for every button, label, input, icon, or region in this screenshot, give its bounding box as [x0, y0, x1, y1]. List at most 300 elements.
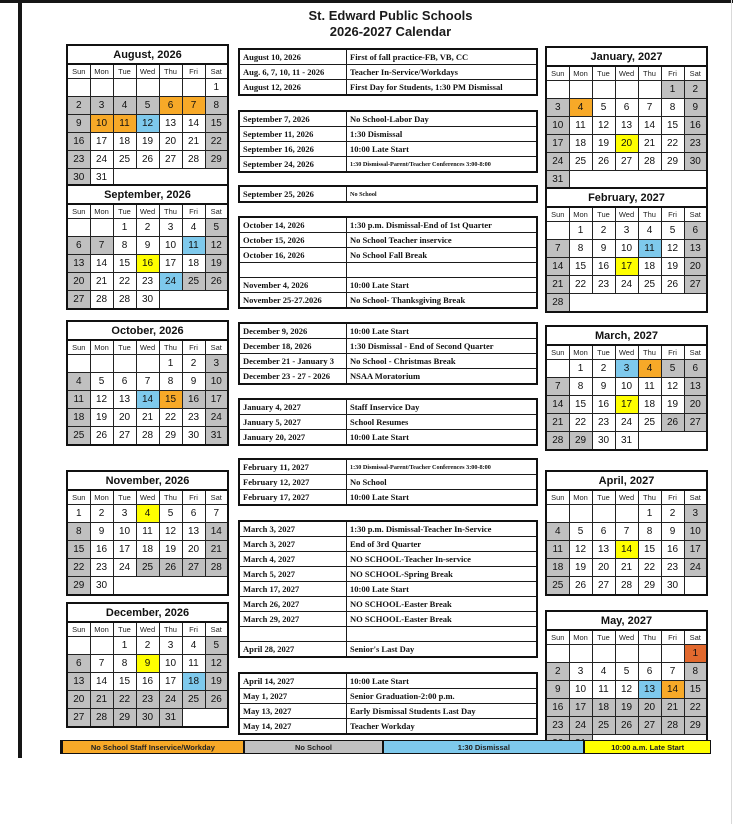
- day-cell: 27: [684, 276, 707, 294]
- day-cell: 13: [182, 523, 205, 541]
- day-cell: [90, 637, 113, 655]
- weekday-header: Wed: [615, 345, 638, 360]
- day-cell: 14: [90, 255, 113, 273]
- day-cell: 30: [182, 427, 205, 446]
- day-cell: 15: [661, 117, 684, 135]
- empty-cell: [205, 291, 228, 310]
- day-cell: 29: [113, 709, 136, 728]
- day-cell: 27: [638, 717, 661, 735]
- day-cell: 8: [113, 655, 136, 673]
- day-cell: 3: [159, 637, 182, 655]
- event-date: November 25-27.2026: [239, 293, 347, 309]
- day-cell: 23: [136, 273, 159, 291]
- weekday-header: Mon: [90, 490, 113, 505]
- month-title: May, 2027: [546, 611, 707, 630]
- event-date: April 14, 2027: [239, 673, 347, 689]
- event-description: NO SCHOOL-Teacher In-service: [347, 552, 538, 567]
- empty-cell: [205, 577, 228, 596]
- day-cell: [136, 355, 159, 373]
- event-date: [239, 263, 347, 278]
- day-cell: 18: [569, 135, 592, 153]
- day-cell: 17: [569, 699, 592, 717]
- day-cell: 1: [113, 219, 136, 237]
- day-cell: 21: [615, 559, 638, 577]
- day-cell: 6: [67, 237, 90, 255]
- day-cell: 18: [638, 396, 661, 414]
- day-cell: 20: [182, 541, 205, 559]
- day-cell: 23: [546, 717, 569, 735]
- day-cell: 28: [546, 294, 569, 313]
- event-date: February 11, 2027: [239, 459, 347, 475]
- weekday-header: Thu: [159, 490, 182, 505]
- day-cell: 13: [592, 541, 615, 559]
- day-cell: [546, 360, 569, 378]
- weekday-header: Fri: [182, 490, 205, 505]
- day-cell: 9: [182, 373, 205, 391]
- day-cell: 28: [113, 291, 136, 310]
- day-cell: [90, 79, 113, 97]
- day-cell: 28: [205, 559, 228, 577]
- day-cell: 23: [136, 691, 159, 709]
- day-cell: 19: [592, 135, 615, 153]
- weekday-header: Sun: [546, 630, 569, 645]
- day-cell: [67, 637, 90, 655]
- day-cell: 20: [113, 409, 136, 427]
- day-cell: 21: [661, 699, 684, 717]
- weekday-header: Tue: [113, 490, 136, 505]
- month-calendar-september-2026: [66, 184, 229, 310]
- weekday-header: Tue: [592, 490, 615, 505]
- event-description: NO SCHOOL-Spring Break: [347, 567, 538, 582]
- event-date: October 16, 2026: [239, 248, 347, 263]
- day-cell: 11: [592, 681, 615, 699]
- event-description: [347, 263, 538, 278]
- day-cell: 14: [638, 117, 661, 135]
- day-cell: 5: [136, 97, 159, 115]
- day-cell: 2: [90, 505, 113, 523]
- day-cell: 12: [615, 681, 638, 699]
- weekday-header: Tue: [592, 207, 615, 222]
- event-date: December 18, 2026: [239, 339, 347, 354]
- day-cell: 20: [615, 135, 638, 153]
- weekday-header: Sat: [205, 622, 228, 637]
- weekday-header: Sun: [546, 490, 569, 505]
- event-description: First of fall practice-FB, VB, CC: [347, 49, 538, 65]
- empty-cell: [684, 432, 707, 451]
- weekday-header: Thu: [638, 630, 661, 645]
- event-date: December 9, 2026: [239, 323, 347, 339]
- weekday-header: Wed: [136, 64, 159, 79]
- event-description: 10:00 Late Start: [347, 673, 538, 689]
- day-cell: 24: [615, 414, 638, 432]
- day-cell: [182, 79, 205, 97]
- month-title: March, 2027: [546, 326, 707, 345]
- event-date: April 28, 2027: [239, 642, 347, 658]
- empty-cell: [569, 294, 592, 313]
- event-date: February 17, 2027: [239, 490, 347, 506]
- day-cell: 11: [136, 523, 159, 541]
- day-cell: 6: [638, 663, 661, 681]
- weekday-header: Mon: [569, 630, 592, 645]
- day-cell: 26: [661, 276, 684, 294]
- day-cell: 15: [113, 255, 136, 273]
- day-cell: 5: [569, 523, 592, 541]
- day-cell: 22: [113, 691, 136, 709]
- day-cell: 1: [661, 81, 684, 99]
- day-cell: 14: [546, 258, 569, 276]
- day-cell: 15: [113, 673, 136, 691]
- day-cell: 30: [684, 153, 707, 171]
- day-cell: 7: [90, 655, 113, 673]
- event-date: September 24, 2026: [239, 157, 347, 173]
- empty-cell: [113, 577, 136, 596]
- day-cell: 7: [638, 99, 661, 117]
- weekday-header: Thu: [638, 345, 661, 360]
- day-cell: 4: [182, 219, 205, 237]
- day-cell: 15: [684, 681, 707, 699]
- day-cell: 16: [592, 396, 615, 414]
- day-cell: 23: [684, 135, 707, 153]
- day-cell: 6: [182, 505, 205, 523]
- event-description: 1:30 p.m. Dismissal-End of 1st Quarter: [347, 217, 538, 233]
- weekday-header: Sat: [205, 490, 228, 505]
- event-block: [238, 216, 538, 309]
- day-cell: 25: [638, 414, 661, 432]
- day-cell: [569, 645, 592, 663]
- day-cell: 10: [546, 117, 569, 135]
- day-cell: 9: [67, 115, 90, 133]
- scan-line-right: [731, 0, 732, 824]
- day-cell: 3: [615, 222, 638, 240]
- event-date: March 26, 2027: [239, 597, 347, 612]
- event-date: August 10, 2026: [239, 49, 347, 65]
- event-date: September 7, 2026: [239, 111, 347, 127]
- day-cell: 5: [205, 637, 228, 655]
- event-description: 1:30 Dismissal-Parent/Teacher Conferences 3:00-8:00: [347, 459, 538, 475]
- day-cell: 11: [182, 655, 205, 673]
- day-cell: 9: [592, 240, 615, 258]
- weekday-header: Tue: [592, 630, 615, 645]
- day-cell: 8: [113, 237, 136, 255]
- day-cell: 15: [638, 541, 661, 559]
- day-cell: [113, 355, 136, 373]
- event-description: School Resumes: [347, 415, 538, 430]
- day-cell: 1: [569, 222, 592, 240]
- day-cell: 18: [67, 409, 90, 427]
- day-cell: 13: [67, 255, 90, 273]
- event-description: Teacher Workday: [347, 719, 538, 735]
- day-cell: 28: [546, 432, 569, 451]
- day-cell: 24: [159, 691, 182, 709]
- day-cell: 2: [592, 360, 615, 378]
- day-cell: 27: [182, 559, 205, 577]
- day-cell: [661, 645, 684, 663]
- weekday-header: Wed: [615, 630, 638, 645]
- day-cell: 14: [615, 541, 638, 559]
- day-cell: 21: [90, 273, 113, 291]
- event-description: No School Teacher inservice: [347, 233, 538, 248]
- day-cell: 25: [182, 273, 205, 291]
- month-title: April, 2027: [546, 471, 707, 490]
- day-cell: 13: [159, 115, 182, 133]
- day-cell: 24: [205, 409, 228, 427]
- event-description: No School - Christmas Break: [347, 354, 538, 369]
- day-cell: 20: [684, 396, 707, 414]
- day-cell: 11: [546, 541, 569, 559]
- day-cell: 29: [67, 577, 90, 596]
- day-cell: 6: [113, 373, 136, 391]
- day-cell: 25: [546, 577, 569, 596]
- event-description: NO SCHOOL-Easter Break: [347, 612, 538, 627]
- event-description: NSAA Moratorium: [347, 369, 538, 385]
- day-cell: [546, 645, 569, 663]
- month-title: October, 2026: [67, 321, 228, 340]
- legend-item-no-school: No School: [244, 740, 384, 754]
- day-cell: 19: [90, 409, 113, 427]
- scan-line-left: [18, 0, 22, 758]
- day-cell: 20: [592, 559, 615, 577]
- weekday-header: Fri: [182, 204, 205, 219]
- weekday-header: Sat: [684, 66, 707, 81]
- day-cell: 12: [661, 378, 684, 396]
- day-cell: 17: [159, 673, 182, 691]
- day-cell: 19: [136, 133, 159, 151]
- day-cell: 22: [569, 276, 592, 294]
- day-cell: 12: [569, 541, 592, 559]
- day-cell: 19: [615, 699, 638, 717]
- day-cell: 4: [67, 373, 90, 391]
- event-description: Teacher In-Service/Workdays: [347, 65, 538, 80]
- day-cell: [569, 505, 592, 523]
- event-description: NO SCHOOL-Easter Break: [347, 597, 538, 612]
- day-cell: 19: [569, 559, 592, 577]
- day-cell: 21: [182, 133, 205, 151]
- day-cell: 8: [159, 373, 182, 391]
- day-cell: 25: [592, 717, 615, 735]
- event-description: No School Fall Break: [347, 248, 538, 263]
- empty-cell: [661, 432, 684, 451]
- weekday-header: Tue: [113, 340, 136, 355]
- day-cell: 25: [569, 153, 592, 171]
- day-cell: 5: [592, 99, 615, 117]
- day-cell: 7: [90, 237, 113, 255]
- day-cell: [615, 505, 638, 523]
- day-cell: 17: [113, 541, 136, 559]
- day-cell: [592, 505, 615, 523]
- month-title: September, 2026: [67, 185, 228, 204]
- month-title: November, 2026: [67, 471, 228, 490]
- weekday-header: Tue: [592, 345, 615, 360]
- day-cell: 14: [90, 673, 113, 691]
- day-cell: [113, 79, 136, 97]
- weekday-header: Mon: [569, 345, 592, 360]
- day-cell: 8: [661, 99, 684, 117]
- day-cell: 11: [638, 378, 661, 396]
- day-cell: 3: [113, 505, 136, 523]
- day-cell: 10: [569, 681, 592, 699]
- day-cell: 22: [205, 133, 228, 151]
- day-cell: 10: [615, 378, 638, 396]
- day-cell: [136, 79, 159, 97]
- day-cell: [546, 222, 569, 240]
- event-date: Aug. 6, 7, 10, 11 - 2026: [239, 65, 347, 80]
- month-title: August, 2026: [67, 45, 228, 64]
- day-cell: 3: [159, 219, 182, 237]
- day-cell: 3: [569, 663, 592, 681]
- day-cell: 13: [615, 117, 638, 135]
- day-cell: 21: [205, 541, 228, 559]
- weekday-header: Sun: [546, 345, 569, 360]
- day-cell: 3: [615, 360, 638, 378]
- day-cell: 9: [90, 523, 113, 541]
- empty-cell: [182, 709, 205, 728]
- day-cell: 13: [67, 673, 90, 691]
- day-cell: [638, 81, 661, 99]
- weekday-header: Thu: [159, 340, 182, 355]
- day-cell: 24: [684, 559, 707, 577]
- weekday-header: Mon: [569, 207, 592, 222]
- legend-item-no-school-staff-inservice-workday: No School Staff Inservice/Workday: [62, 740, 244, 754]
- day-cell: 18: [546, 559, 569, 577]
- day-cell: 29: [159, 427, 182, 446]
- empty-cell: [136, 577, 159, 596]
- day-cell: 23: [67, 151, 90, 169]
- weekday-header: Wed: [136, 204, 159, 219]
- day-cell: 7: [615, 523, 638, 541]
- day-cell: 2: [546, 663, 569, 681]
- month-calendar-february-2027: [545, 187, 708, 313]
- day-cell: 1: [67, 505, 90, 523]
- event-date: September 25, 2026: [239, 186, 347, 202]
- day-cell: 16: [661, 541, 684, 559]
- weekday-header: Thu: [638, 490, 661, 505]
- event-date: October 15, 2026: [239, 233, 347, 248]
- day-cell: 19: [159, 541, 182, 559]
- event-date: May 13, 2027: [239, 704, 347, 719]
- day-cell: 24: [569, 717, 592, 735]
- legend-item-10-00-a-m-late-start: 10:00 a.m. Late Start: [584, 740, 711, 754]
- weekday-header: Fri: [661, 630, 684, 645]
- weekday-header: Sat: [205, 64, 228, 79]
- event-description: End of 3rd Quarter: [347, 537, 538, 552]
- day-cell: 18: [182, 673, 205, 691]
- day-cell: 22: [684, 699, 707, 717]
- event-date: December 23 - 27 - 2026: [239, 369, 347, 385]
- event-description: [347, 627, 538, 642]
- empty-cell: [159, 291, 182, 310]
- day-cell: 24: [113, 559, 136, 577]
- day-cell: [67, 79, 90, 97]
- day-cell: 26: [90, 427, 113, 446]
- day-cell: 24: [159, 273, 182, 291]
- event-description: Senior Graduation-2:00 p.m.: [347, 689, 538, 704]
- day-cell: 31: [90, 169, 113, 188]
- day-cell: 3: [90, 97, 113, 115]
- day-cell: 17: [205, 391, 228, 409]
- weekday-header: Sun: [67, 64, 90, 79]
- weekday-header: Fri: [661, 207, 684, 222]
- day-cell: 6: [615, 99, 638, 117]
- day-cell: 31: [205, 427, 228, 446]
- event-date: February 12, 2027: [239, 475, 347, 490]
- day-cell: 14: [182, 115, 205, 133]
- event-date: October 14, 2026: [239, 217, 347, 233]
- day-cell: 12: [592, 117, 615, 135]
- day-cell: 27: [159, 151, 182, 169]
- day-cell: 25: [638, 276, 661, 294]
- day-cell: 22: [113, 273, 136, 291]
- empty-cell: [615, 294, 638, 313]
- scan-line-top: [0, 0, 733, 3]
- weekday-header: Tue: [113, 64, 136, 79]
- month-calendar-december-2026: [66, 602, 229, 728]
- day-cell: 26: [205, 691, 228, 709]
- weekday-header: Mon: [90, 64, 113, 79]
- weekday-header: Wed: [615, 207, 638, 222]
- day-cell: 2: [592, 222, 615, 240]
- day-cell: 7: [661, 663, 684, 681]
- day-cell: [592, 81, 615, 99]
- empty-cell: [684, 294, 707, 313]
- event-date: March 5, 2027: [239, 567, 347, 582]
- day-cell: 7: [136, 373, 159, 391]
- event-date: March 3, 2027: [239, 537, 347, 552]
- day-cell: 7: [182, 97, 205, 115]
- day-cell: 23: [592, 276, 615, 294]
- day-cell: 28: [615, 577, 638, 596]
- day-cell: [67, 219, 90, 237]
- day-cell: 15: [67, 541, 90, 559]
- day-cell: 26: [569, 577, 592, 596]
- day-cell: 31: [159, 709, 182, 728]
- day-cell: 3: [205, 355, 228, 373]
- weekday-header: Fri: [182, 340, 205, 355]
- weekday-header: Sun: [546, 207, 569, 222]
- month-calendar-april-2027: [545, 470, 708, 596]
- day-cell: 5: [205, 219, 228, 237]
- event-description: 1:30 p.m. Dismissal-Teacher In-Service: [347, 521, 538, 537]
- event-description: 10:00 Late Start: [347, 323, 538, 339]
- day-cell: [638, 645, 661, 663]
- day-cell: 10: [205, 373, 228, 391]
- day-cell: 16: [684, 117, 707, 135]
- event-date: August 12, 2026: [239, 80, 347, 96]
- day-cell: 28: [661, 717, 684, 735]
- day-cell: 27: [67, 709, 90, 728]
- day-cell: [615, 645, 638, 663]
- day-cell: [90, 355, 113, 373]
- day-cell: 14: [205, 523, 228, 541]
- event-description: No School: [347, 475, 538, 490]
- page-title: [0, 8, 733, 39]
- day-cell: 6: [684, 222, 707, 240]
- day-cell: [546, 505, 569, 523]
- weekday-header: Fri: [182, 622, 205, 637]
- day-cell: 8: [569, 240, 592, 258]
- day-cell: 4: [136, 505, 159, 523]
- event-description: 1:30 Dismissal-Parent/Teacher Conferences 3:00-8:00: [347, 157, 538, 173]
- day-cell: 8: [569, 378, 592, 396]
- month-calendar-may-2027: [545, 610, 708, 754]
- day-cell: 30: [592, 432, 615, 451]
- empty-cell: [182, 291, 205, 310]
- day-cell: 20: [67, 273, 90, 291]
- weekday-header: Fri: [661, 490, 684, 505]
- day-cell: 10: [615, 240, 638, 258]
- event-date: March 3, 2027: [239, 521, 347, 537]
- day-cell: 6: [159, 97, 182, 115]
- day-cell: 16: [136, 255, 159, 273]
